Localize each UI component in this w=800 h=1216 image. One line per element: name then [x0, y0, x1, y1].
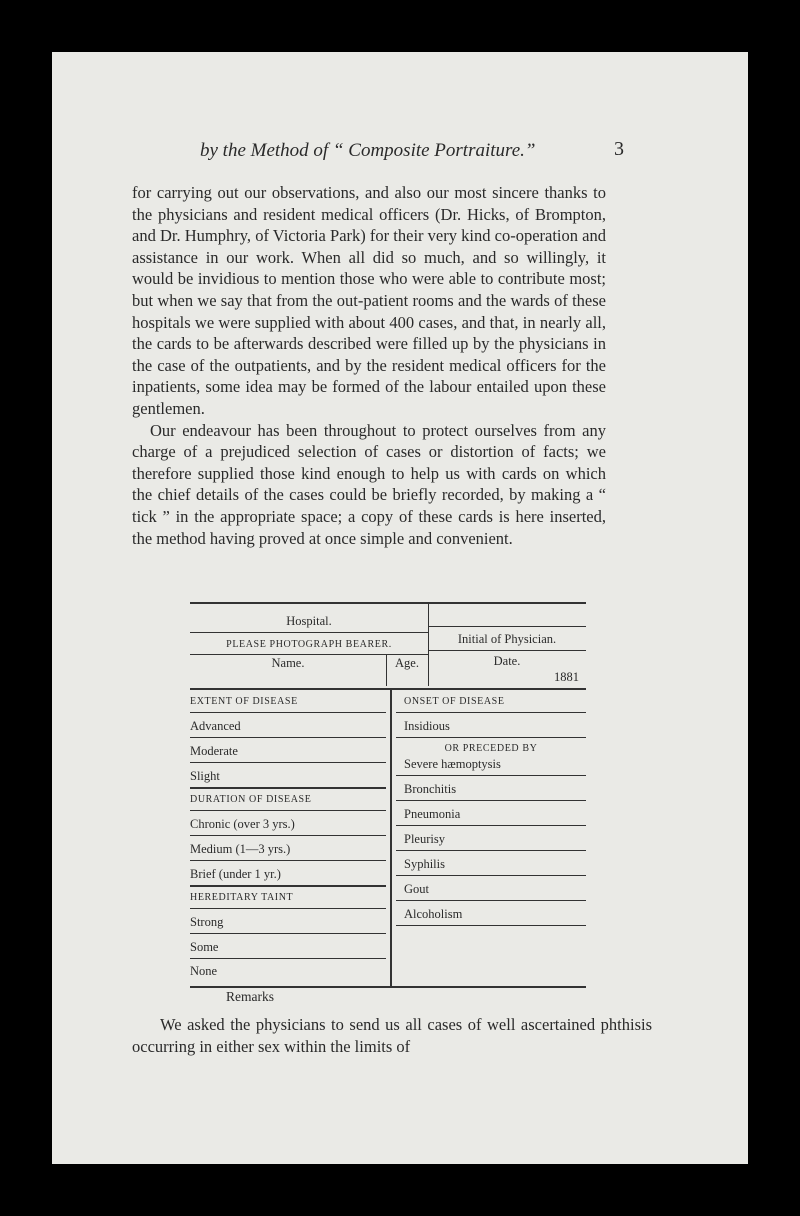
card-body-rule — [190, 688, 586, 690]
card-rule — [190, 632, 428, 633]
preceded-by-heading: OR PRECEDED BY — [444, 743, 538, 754]
card-rule — [190, 654, 428, 655]
card-bottom-rule — [190, 986, 586, 988]
card-rule — [190, 908, 386, 909]
card-rule — [396, 775, 586, 776]
hereditary-some: Some — [190, 940, 219, 954]
name-label: Name. — [271, 656, 305, 670]
card-rule — [428, 626, 586, 627]
card-rule — [190, 933, 386, 934]
hereditary-none: None — [190, 964, 218, 978]
onset-pneumonia: Pneumonia — [404, 807, 461, 821]
card-rule — [190, 835, 386, 836]
onset-bronchitis: Bronchitis — [404, 782, 457, 796]
remarks-label: Remarks — [226, 989, 274, 1004]
card-rule — [190, 810, 386, 811]
duration-heading: DURATION OF DISEASE — [190, 794, 312, 805]
hereditary-heading: HEREDITARY TAINT — [190, 892, 294, 903]
onset-insidious: Insidious — [404, 719, 450, 733]
age-label: Age. — [395, 656, 419, 670]
card-rule — [396, 925, 586, 926]
body-text — [132, 182, 606, 549]
card-rule — [396, 737, 586, 738]
extent-slight: Slight — [190, 769, 220, 783]
onset-haemoptysis: Severe hæmoptysis — [404, 757, 501, 771]
year-label: 1881 — [554, 670, 579, 684]
paragraph-1: for carrying out our observations, and also our most sincere thanks to the physicians and resident medical officers (Dr. Hicks, of Brompton, and Dr. Humphry, of Victoria Park) for their very kind co-operation and assistance in our work. When all did so much, and so willingly, it would be invidious to mention those who were able to contribute most; but when we say that from the out-patient rooms and the wards of these hospitals we were supplied with about 400 cases, and that, in nearly all, the cards to be afterwards described were filled up by the physicians in the case of the outpatients, and by the resident medical officers for the inpatients, some idea may be formed of the labour entailed upon these gentlemen. — [132, 183, 606, 418]
paragraph-2: Our endeavour has been throughout to protect ourselves from any charge of a prejudiced selection of cases or distortion of facts; we therefore supplied those kind enough to help us with cards on which the chief details of the cases could be briefly recorded, by making a “ tick ” in the appropriate space; a copy of these cards is here inserted, the method having proved at once simple and convenient. — [132, 420, 606, 548]
closing-paragraph: We asked the physicians to send us all cases of well ascertained phthisis occurring in either sex within the limits of — [132, 1015, 652, 1056]
card-rule — [396, 800, 586, 801]
book-page — [52, 52, 748, 1164]
photograph-label: PLEASE PHOTOGRAPH BEARER. — [226, 639, 392, 650]
card-rule — [396, 712, 586, 713]
extent-advanced: Advanced — [190, 719, 241, 733]
closing-text — [132, 1014, 652, 1057]
duration-brief: Brief (under 1 yr.) — [190, 867, 281, 881]
onset-alcoholism: Alcoholism — [404, 907, 463, 921]
onset-heading: ONSET OF DISEASE — [404, 696, 505, 707]
card-rule — [190, 860, 386, 861]
page-number: 3 — [614, 138, 624, 160]
duration-chronic: Chronic (over 3 yrs.) — [190, 817, 295, 831]
card-column-divider — [390, 690, 392, 986]
initial-label: Initial of Physician. — [457, 632, 557, 646]
hospital-label: Hospital. — [286, 614, 332, 628]
card-rule — [190, 885, 386, 887]
extent-moderate: Moderate — [190, 744, 238, 758]
extent-heading: EXTENT OF DISEASE — [190, 696, 298, 707]
card-rule — [190, 787, 386, 789]
card-rule — [190, 762, 386, 763]
card-top-rule — [190, 602, 586, 604]
onset-pleurisy: Pleurisy — [404, 832, 445, 846]
card-rule — [190, 737, 386, 738]
onset-gout: Gout — [404, 882, 429, 896]
card-rule — [396, 850, 586, 851]
card-rule — [396, 825, 586, 826]
running-title: by the Method of “ Composite Portraiture.” — [200, 140, 536, 161]
card-rule — [190, 712, 386, 713]
page-header — [52, 140, 748, 170]
hereditary-strong: Strong — [190, 915, 224, 929]
card-rule — [190, 958, 386, 959]
duration-medium: Medium (1—3 yrs.) — [190, 842, 291, 856]
card-rule — [396, 875, 586, 876]
case-card — [190, 602, 586, 988]
card-rule — [428, 650, 586, 651]
card-rule — [396, 900, 586, 901]
date-label: Date. — [493, 654, 521, 668]
onset-syphilis: Syphilis — [404, 857, 445, 871]
